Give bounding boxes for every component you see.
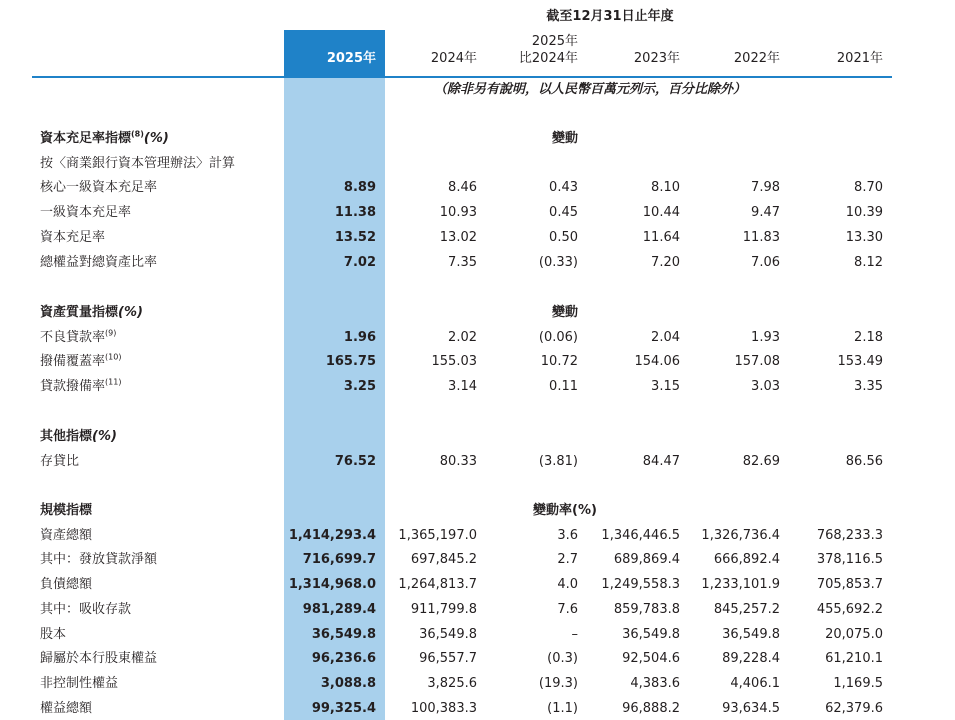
cell-v2025: 99,325.4	[311, 700, 376, 716]
cell-v2022: 36,549.8	[722, 626, 780, 642]
section-title-unit: (%)	[143, 131, 169, 146]
cell-v2025: 13.52	[334, 229, 376, 245]
cell-v2025: 3.25	[343, 379, 376, 395]
row-label-text: 核心一級資本充足率	[40, 180, 158, 196]
cell-v2021: 153.49	[837, 354, 883, 370]
cell-chg: (0.33)	[538, 254, 578, 270]
cell-chg: 0.45	[549, 205, 578, 221]
cell-chg: –	[571, 626, 578, 642]
cell-v2022: 7.06	[751, 254, 780, 270]
cell-v2025: 716,699.7	[302, 552, 376, 568]
row-label-text: 不良貸款率	[40, 329, 106, 345]
row-label-text: 存貸比	[40, 453, 80, 469]
row-label-text: 股本	[40, 626, 67, 642]
cell-v2022: 93,634.5	[722, 700, 780, 716]
cell-chg: (0.3)	[547, 651, 578, 667]
cell-v2023: 96,888.2	[622, 700, 680, 716]
cell-v2022: 157.08	[734, 354, 780, 370]
cell-v2021: 705,853.7	[816, 577, 883, 593]
cell-v2023: 36,549.8	[622, 626, 680, 642]
cell-v2021: 768,233.3	[816, 527, 883, 543]
cell-v2025: 165.75	[325, 354, 376, 370]
col-header-change-line1: 2025年	[531, 34, 578, 49]
cell-v2023: 11.64	[642, 229, 680, 245]
row-label	[40, 552, 157, 568]
cell-v2023: 8.10	[651, 180, 680, 196]
cell-v2021: 10.39	[845, 205, 883, 221]
cell-v2025: 7.02	[343, 254, 376, 270]
cell-v2024: 100,383.3	[410, 700, 477, 716]
col-header-2023: 2023年	[633, 51, 680, 66]
cell-chg: (19.3)	[538, 675, 578, 691]
section-title-other	[40, 429, 117, 445]
cell-v2022: 89,228.4	[722, 651, 780, 667]
cell-v2021: 378,116.5	[816, 552, 883, 568]
row-label-text: 權益總額	[40, 700, 93, 716]
cell-v2022: 9.47	[751, 205, 780, 221]
cell-chg: 10.72	[540, 354, 578, 370]
row-label-text: 負債總額	[40, 577, 93, 593]
row-label-text: 總權益對總資產比率	[40, 254, 158, 270]
row-label-text: 撥備覆蓋率	[40, 354, 106, 370]
row-label-text: 其中：吸收存款	[40, 601, 132, 617]
section-change-label: 變動率(%)	[533, 503, 597, 518]
cell-v2025: 3,088.8	[320, 675, 376, 691]
cell-v2022: 4,406.1	[730, 675, 780, 691]
cell-v2024: 7.35	[448, 254, 477, 270]
cell-v2021: 455,692.2	[816, 601, 883, 617]
row-label	[40, 651, 157, 667]
cell-v2025: 96,236.6	[311, 651, 376, 667]
cell-v2023: 689,869.4	[613, 552, 680, 568]
cell-v2025: 1,414,293.4	[288, 527, 376, 543]
row-label	[40, 379, 121, 395]
cell-v2025: 36,549.8	[311, 626, 376, 642]
cell-v2022: 11.83	[742, 229, 780, 245]
cell-v2021: 3.35	[854, 379, 883, 395]
cell-v2024: 1,365,197.0	[398, 527, 477, 543]
row-label	[40, 255, 157, 271]
row-label	[40, 180, 157, 196]
cell-v2024: 2.02	[448, 329, 477, 345]
section-title-text: 資產質量指標	[40, 305, 119, 320]
section-title-text: 其他指標	[40, 429, 93, 444]
cell-v2021: 20,075.0	[825, 626, 883, 642]
row-label	[40, 701, 92, 717]
cell-v2021: 8.12	[854, 254, 883, 270]
cell-v2023: 859,783.8	[613, 601, 680, 617]
row-label	[40, 602, 131, 618]
cell-v2025: 981,289.4	[302, 601, 376, 617]
cell-v2024: 911,799.8	[410, 601, 477, 617]
cell-v2021: 61,210.1	[825, 651, 883, 667]
cell-v2023: 1,249,558.3	[601, 577, 680, 593]
cell-chg: 0.11	[549, 379, 578, 395]
section-title-unit: (%)	[118, 305, 143, 320]
section-title-text: 資本充足率指標	[40, 131, 132, 146]
row-label-text: 資本充足率	[40, 229, 106, 245]
row-label-text: 其中：發放貸款淨額	[40, 552, 158, 568]
cell-v2023: 7.20	[651, 254, 680, 270]
cell-v2024: 80.33	[439, 453, 477, 469]
cell-v2021: 2.18	[854, 329, 883, 345]
cell-v2022: 1.93	[751, 329, 780, 345]
row-label-text: 非控制性權益	[40, 675, 119, 691]
cell-v2024: 13.02	[439, 229, 477, 245]
cell-v2022: 666,892.4	[713, 552, 780, 568]
row-label	[40, 330, 116, 346]
cell-chg: 0.43	[549, 180, 578, 196]
row-label	[40, 354, 121, 370]
col-header-2024: 2024年	[430, 51, 477, 66]
row-label-text: 一級資本充足率	[40, 205, 132, 221]
cell-v2023: 84.47	[642, 453, 680, 469]
col-header-change-line2: 比2024年	[518, 51, 578, 66]
cell-chg: 4.0	[557, 577, 578, 593]
cell-v2022: 1,326,736.4	[701, 527, 780, 543]
cell-v2024: 1,264,813.7	[398, 577, 477, 593]
cell-v2024: 8.46	[448, 180, 477, 196]
col-header-2025: 2025年	[326, 51, 376, 66]
cell-v2025: 76.52	[334, 453, 376, 469]
section-change-label: 變動	[551, 305, 578, 320]
row-footnote-marker: (9)	[105, 328, 117, 338]
section-subtitle: 按〈商業銀行資本管理辦法〉計算	[40, 155, 236, 171]
col-header-2021: 2021年	[836, 51, 883, 66]
cell-v2024: 96,557.7	[419, 651, 477, 667]
cell-v2025: 1.96	[343, 329, 376, 345]
row-label-text: 歸屬於本行股東權益	[40, 651, 158, 667]
row-label	[40, 627, 66, 643]
row-footnote-marker: (11)	[105, 377, 122, 387]
cell-v2024: 36,549.8	[419, 626, 477, 642]
cell-chg: 0.50	[549, 229, 578, 245]
row-label	[40, 577, 92, 593]
cell-v2022: 845,257.2	[713, 601, 780, 617]
col-header-2022: 2022年	[733, 51, 780, 66]
section-title-scale	[40, 503, 92, 519]
row-footnote-marker: (10)	[105, 353, 122, 363]
cell-v2022: 82.69	[742, 453, 780, 469]
section-title-text: 規模指標	[40, 503, 93, 518]
section-change-label: 變動	[551, 131, 578, 146]
section-title-footnote: (8)	[131, 129, 144, 139]
cell-v2023: 10.44	[642, 205, 680, 221]
row-label	[40, 528, 92, 544]
cell-chg: (3.81)	[538, 453, 578, 469]
unit-note: （除非另有說明，以人民幣百萬元列示，百分比除外）	[433, 82, 746, 97]
cell-v2021: 13.30	[845, 229, 883, 245]
row-label-text: 資產總額	[40, 527, 93, 543]
section-title-asset_quality	[40, 305, 143, 321]
cell-v2023: 154.06	[634, 354, 680, 370]
cell-chg: 7.6	[557, 601, 578, 617]
header-divider	[32, 76, 892, 78]
cell-v2024: 697,845.2	[410, 552, 477, 568]
cell-v2023: 92,504.6	[622, 651, 680, 667]
cell-chg: (0.06)	[538, 329, 578, 345]
cell-v2024: 155.03	[431, 354, 477, 370]
cell-v2024: 3.14	[448, 379, 477, 395]
cell-v2025: 11.38	[334, 205, 376, 221]
cell-v2022: 1,233,101.9	[701, 577, 780, 593]
cell-v2023: 1,346,446.5	[601, 527, 680, 543]
cell-chg: 3.6	[557, 527, 578, 543]
cell-v2021: 62,379.6	[825, 700, 883, 716]
cell-v2021: 1,169.5	[833, 675, 883, 691]
row-label	[40, 676, 118, 692]
cell-v2025: 8.89	[343, 180, 376, 196]
cell-chg: 2.7	[557, 552, 578, 568]
cell-v2021: 86.56	[845, 453, 883, 469]
row-label	[40, 205, 131, 221]
cell-v2024: 3,825.6	[427, 675, 477, 691]
cell-v2024: 10.93	[439, 205, 477, 221]
cell-v2025: 1,314,968.0	[288, 577, 376, 593]
cell-v2022: 7.98	[751, 180, 780, 196]
cell-v2023: 4,383.6	[630, 675, 680, 691]
section-title-capital	[40, 131, 169, 147]
row-label-text: 貸款撥備率	[40, 379, 106, 395]
row-label	[40, 454, 79, 470]
cell-v2023: 3.15	[651, 379, 680, 395]
period-title: 截至12月31日止年度	[546, 9, 674, 24]
section-title-unit: (%)	[92, 429, 117, 444]
cell-chg: (1.1)	[547, 700, 578, 716]
cell-v2022: 3.03	[751, 379, 780, 395]
cell-v2023: 2.04	[651, 329, 680, 345]
cell-v2021: 8.70	[854, 180, 883, 196]
row-label	[40, 230, 105, 246]
